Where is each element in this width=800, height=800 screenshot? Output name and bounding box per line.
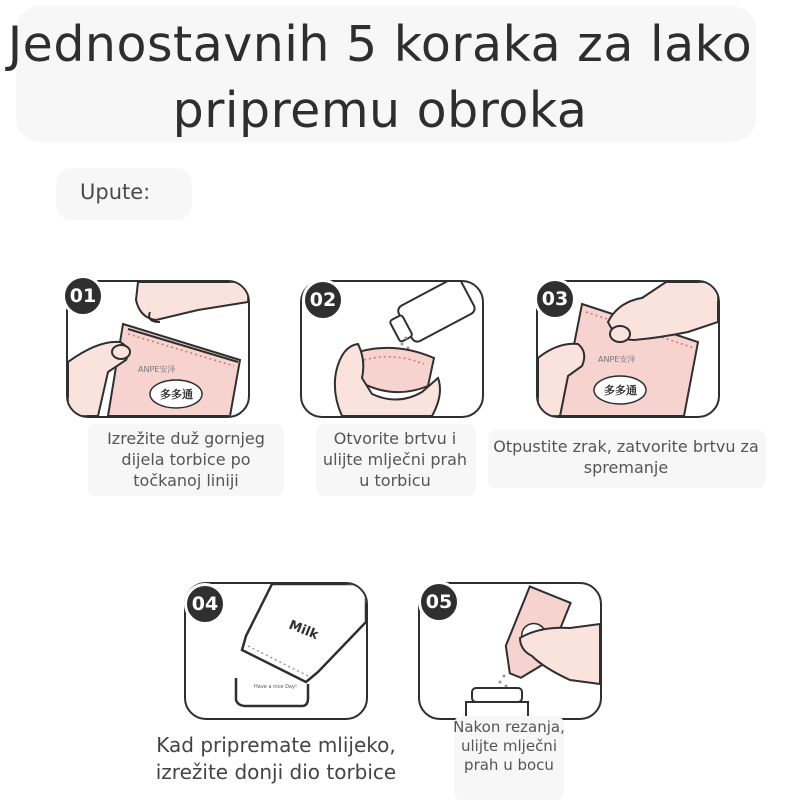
step-3-caption: Otpustite zrak, zatvorite brtvu za spremanje [493, 437, 759, 477]
bag-brand-text: ANPE安泽 [138, 365, 176, 374]
step-5-caption: Nakon rezanja, ulijte mlječni prah u bocu [453, 718, 565, 774]
page-title: Jednostavnih 5 koraka za lako pripremu obroka [7, 16, 753, 139]
step-4-caption: Kad pripremate mlijeko, izrežite donji dio torbice [155, 733, 397, 784]
instructions-label: Upute: [80, 180, 151, 204]
bag-milk-label: Milk [286, 617, 321, 644]
step-1-badge: 01 [62, 275, 104, 317]
step-1-caption: Izrežite duž gornjeg dijela torbice po točkanoj liniji [107, 429, 265, 490]
bag-brand-text: ANPE安泽 [598, 355, 636, 364]
step-5-badge: 05 [418, 581, 460, 623]
step-4-badge: 04 [184, 583, 226, 625]
bag-logo-text: 多多通 [160, 388, 193, 401]
step-2-caption: Otvorite brtvu i ulijte mlječni prah u torbicu [322, 429, 468, 490]
step-2-badge: 02 [302, 279, 344, 321]
bag-small-text: Have a nice Day! [254, 684, 297, 690]
bag-logo-text: 多多通 [604, 384, 637, 397]
step-3-badge: 03 [534, 278, 576, 320]
